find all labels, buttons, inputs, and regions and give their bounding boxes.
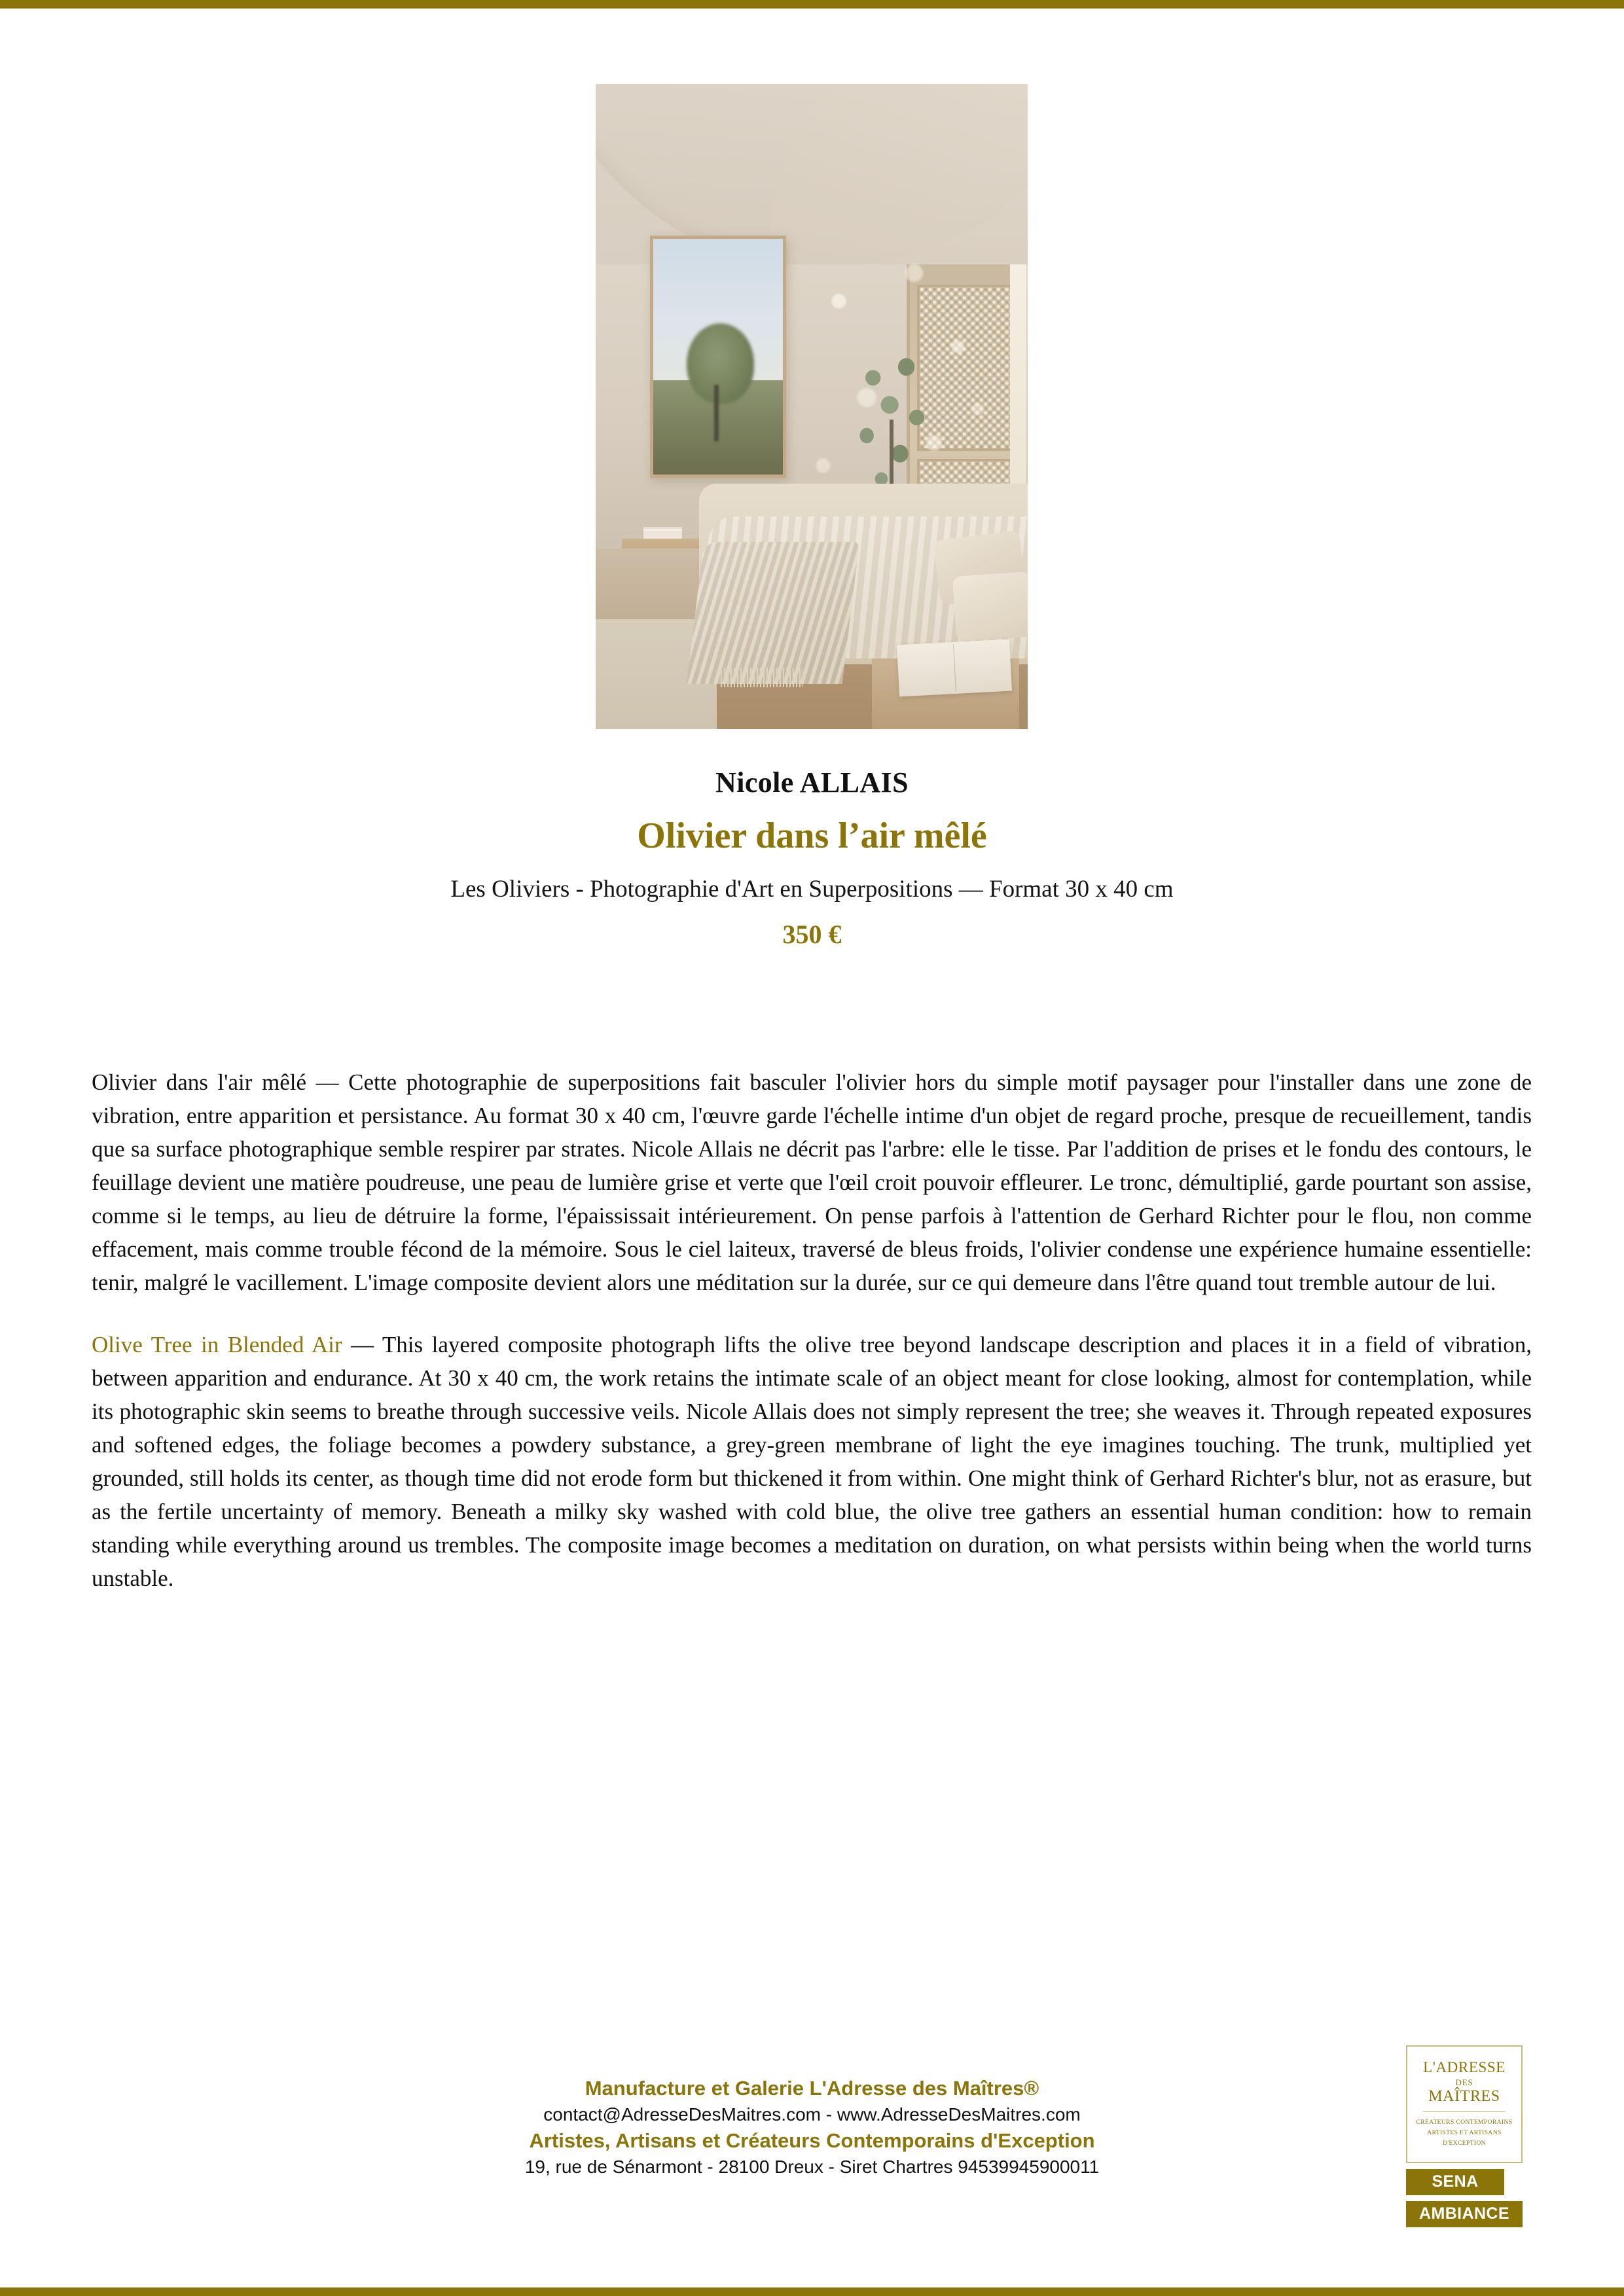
logo-line-des: DES	[1455, 2077, 1473, 2087]
logo-line-adresse: L'ADRESSE	[1423, 2059, 1506, 2076]
paragraph-french-lead: Olivier dans l'air mêlé	[92, 1069, 306, 1095]
logo-line-maitres: MAÎTRES	[1428, 2088, 1500, 2106]
footer-company-name: Manufacture et Galerie L'Adresse des Maîtres®	[585, 2077, 1039, 2100]
paragraph-french-text: Cette photographie de superpositions fait basculer l'olivier hors du simple motif paysager pour l'installer dans une zone de vibration, entre apparition et persistance. Au format 30 x 40 cm, l'œuvre garde l'échelle intime d'un objet de regard proche, presque de recueillement, tandis que sa surface photographique semble respirer par strates. Nicole Allais ne décrit pas l'arbre: elle le tisse. Par l'addition de prises et le fondu des contours, le feuillage devient une matière poudreuse, une peau de lumière grise et verte que l'œil croit pouvoir effleurer. Le tronc, démultiplié, garde pourtant son assise, comme si le temps, au lieu de détruire la forme, l'épaississait intérieurement. On pense parfois à l'attention de Gerhard Richter pour le flou, non comme effacement, mais comme trouble fécond de la mémoire. Sous le ciel laiteux, traversé de bleus froids, l'olivier condense une expérience humaine essentielle: tenir, malgré le vacillement. L'image composite devient alors une méditation sur la durée, sur ce qui demeure dans l'être quand tout tremble autour de lui.	[92, 1069, 1532, 1295]
footer-contact[interactable]: contact@AdresseDesMaitres.com - www.AdresseDesMaitres.com	[543, 2104, 1081, 2125]
artist-name: Nicole ALLAIS	[715, 766, 909, 798]
artwork-title: Olivier dans l’air mêlé	[637, 816, 987, 857]
description-block	[92, 1066, 1532, 1624]
footer-address: 19, rue de Sénarmont - 28100 Dreux - Siret Chartres 94539945900011	[524, 2157, 1100, 2178]
artwork-heading-block	[0, 767, 1624, 950]
paragraph-french-dash: —	[306, 1069, 349, 1095]
paragraph-english	[92, 1328, 1532, 1595]
artwork-olive-canopy	[687, 323, 754, 403]
artwork-photograph	[596, 84, 1028, 729]
footer-tagline: Artistes, Artisans et Créateurs Contemporains d'Exception	[529, 2129, 1095, 2153]
page-footer	[0, 2075, 1624, 2179]
logo-divider	[1423, 2111, 1506, 2112]
linen-pillow-front	[952, 571, 1028, 641]
adresse-des-maitres-logo	[1406, 2045, 1523, 2163]
logo-sub-line-1: CRÉATEURS CONTEMPORAINS	[1416, 2119, 1513, 2126]
bottom-gold-rule	[0, 2287, 1624, 2296]
room-scene	[596, 84, 1028, 729]
artwork-price: 350 €	[782, 919, 842, 949]
logo-cluster	[1406, 2045, 1530, 2227]
paragraph-english-dash: —	[342, 1332, 382, 1357]
badge-ambiance: AMBIANCE	[1406, 2201, 1523, 2227]
logo-sub-line-3: D'EXCEPTION	[1443, 2140, 1486, 2147]
fringed-throw	[686, 542, 859, 684]
throw-fringe	[721, 668, 803, 687]
artwork-olive-trunk	[714, 385, 719, 441]
paragraph-french	[92, 1066, 1532, 1299]
framed-olive-artwork	[650, 236, 786, 478]
paragraph-english-lead: Olive Tree in Blended Air	[92, 1332, 342, 1357]
artwork-subtitle: Les Oliviers - Photographie d'Art en Superpositions — Format 30 x 40 cm	[450, 876, 1174, 903]
top-gold-rule	[0, 0, 1624, 9]
paragraph-english-text: This layered composite photograph lifts the olive tree beyond landscape description and places it in a field of vibration, between apparition and endurance. At 30 x 40 cm, the work retains the intimate scale of an object meant for close looking, almost for contemplation, while its photographic skin seems to breathe through successive veils. Nicole Allais does not simply represent the tree; she weaves it. Through repeated exposures and softened edges, the foliage becomes a powdery substance, a grey-green membrane of light the eye imagines touching. The trunk, multiplied yet grounded, still holds its center, as though time did not erode form but thickened it from within. One might think of Gerhard Richter's blur, not as erasure, but as the fertile uncertainty of memory. Beneath a milky sky washed with cold blue, the olive tree gathers an essential human condition: how to remain standing while everything around us trembles. The composite image becomes a meditation on duration, on what persists within being when the world turns unstable.	[92, 1332, 1532, 1591]
badge-sena: SENA	[1406, 2169, 1504, 2195]
logo-sub-line-2: ARTISTES ET ARTISANS	[1427, 2129, 1502, 2137]
open-book	[897, 639, 1011, 696]
